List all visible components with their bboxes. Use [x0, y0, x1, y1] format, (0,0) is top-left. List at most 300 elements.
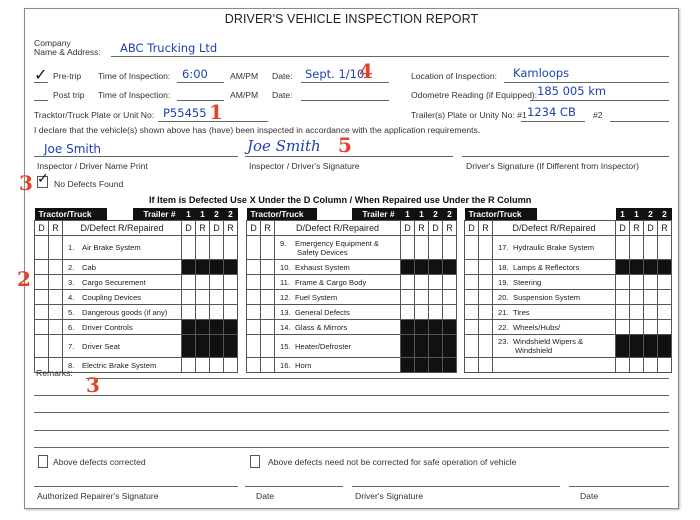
item-label-cell	[275, 305, 401, 320]
post-trip-date-field[interactable]	[301, 100, 389, 101]
trailer-d-cell[interactable]	[401, 236, 415, 260]
item-number: 8.	[68, 360, 75, 370]
trailer-d-cell[interactable]	[182, 305, 196, 320]
item-number: 17.	[498, 243, 509, 252]
trailer-r-cell[interactable]	[630, 320, 644, 335]
tractor-d-cell[interactable]	[247, 320, 261, 335]
item-number: 7.	[68, 341, 75, 351]
item-number: 15.	[280, 341, 291, 351]
trailer-r-cell[interactable]	[415, 305, 429, 320]
trailer-na-cell	[630, 260, 644, 275]
trailer-r-cell[interactable]	[196, 236, 210, 260]
trailer-number-header: 2	[443, 208, 457, 221]
trailer-r-cell[interactable]	[630, 290, 644, 305]
tractor-truck-header: Tractor/Truck	[465, 208, 537, 220]
table-row	[35, 335, 238, 358]
driver-signature-label: Driver's Signature (If Different from Inspector)	[466, 161, 639, 171]
pre-trip-date-field[interactable]	[301, 82, 389, 83]
item-label-cell	[493, 358, 616, 373]
trailer-r-cell[interactable]	[630, 305, 644, 320]
tractor-d-cell[interactable]	[465, 236, 479, 260]
tractor-r-cell[interactable]	[49, 260, 63, 275]
tractor-d-cell[interactable]	[35, 335, 49, 358]
item-label: Air Brake System	[82, 243, 141, 252]
item-number: 23.	[498, 337, 509, 346]
trailer-number-header: 1	[616, 208, 630, 221]
trailer-number-header: 1	[630, 208, 644, 221]
trailer-r-cell[interactable]	[196, 275, 210, 290]
col-trailer-d-header: D	[182, 221, 196, 236]
item-label-cell	[493, 260, 616, 275]
item-label: Wheels/Hubs/	[513, 322, 561, 332]
trailer-na-cell	[616, 335, 630, 358]
col-trailer-r-header: R	[196, 221, 210, 236]
post-trip-time-label: Time of Inspection:	[98, 90, 171, 100]
trailer-na-cell	[401, 260, 415, 275]
trailer-d-cell[interactable]	[644, 290, 658, 305]
trailer-r-cell[interactable]	[630, 358, 644, 373]
trailer-d-cell[interactable]	[644, 358, 658, 373]
driver-signature-field[interactable]	[462, 156, 669, 157]
tractor-d-cell[interactable]	[35, 290, 49, 305]
item-number: 10.	[280, 262, 291, 272]
tractor-r-cell[interactable]	[261, 358, 275, 373]
form-title: DRIVER'S VEHICLE INSPECTION REPORT	[224, 12, 479, 26]
trailer-r-cell[interactable]	[630, 275, 644, 290]
table-row	[35, 320, 238, 335]
item-label-cell	[493, 236, 616, 260]
item-label: Glass & Mirrors	[295, 322, 348, 332]
instructions-text: If Item is Defected Use X Under the D Column / When Repaired use Under the R Column	[149, 195, 532, 205]
item-label: Tires	[513, 307, 530, 317]
trailer-d-cell[interactable]	[616, 358, 630, 373]
item-number: 20.	[498, 292, 509, 302]
odometer-field[interactable]	[530, 100, 669, 101]
trailer-na-cell	[443, 358, 457, 373]
trailer-number-header: 1	[401, 208, 415, 221]
trailer-na-cell	[415, 358, 429, 373]
tractor-d-cell[interactable]	[247, 305, 261, 320]
tractor-r-cell[interactable]	[479, 275, 493, 290]
trailer-d-cell[interactable]	[616, 290, 630, 305]
item-number: 22.	[498, 322, 509, 332]
trailer-d-cell[interactable]	[644, 236, 658, 260]
table-row	[247, 275, 457, 290]
company-label-line2: Name & Address:	[34, 47, 101, 57]
signature-value: Joe Smith	[247, 137, 321, 155]
table-row	[465, 236, 672, 260]
pre-trip-label: Pre-trip	[53, 71, 82, 81]
date-2-label: Date	[580, 491, 599, 501]
tractor-d-cell[interactable]	[465, 358, 479, 373]
trailer-na-cell	[182, 320, 196, 335]
item-label: Electric Brake System	[82, 360, 157, 370]
odometer-label: Odometre Reading (if Equipped):	[411, 90, 538, 100]
tractor-r-cell[interactable]	[479, 358, 493, 373]
location-field[interactable]	[504, 82, 669, 83]
tractor-r-cell[interactable]	[479, 320, 493, 335]
item-number: 2.	[68, 262, 75, 272]
trailer-d-cell[interactable]	[401, 305, 415, 320]
post-trip-date-label: Date:	[272, 90, 293, 100]
table-row	[35, 275, 238, 290]
col-d-header: D	[247, 221, 261, 236]
item-label: Heater/Defroster	[295, 341, 352, 351]
date-1-field[interactable]	[245, 486, 343, 487]
col-trailer-r-header: R	[630, 221, 644, 236]
tractor-r-cell[interactable]	[49, 275, 63, 290]
col-trailer-r-header: R	[415, 221, 429, 236]
tractor-r-cell[interactable]	[261, 260, 275, 275]
item-label-line2: Safety Devices	[297, 247, 348, 257]
col-desc-header: D/Defect R/Repaired	[275, 221, 401, 236]
item-label-cell	[63, 335, 182, 358]
table-row	[35, 305, 238, 320]
trailer-d-cell[interactable]	[616, 320, 630, 335]
item-label: Frame & Cargo Body	[295, 277, 367, 287]
trailer-na-cell	[415, 335, 429, 358]
item-label: Lamps & Reflectors	[513, 262, 580, 272]
trailer-number-header: 1	[182, 208, 196, 221]
repairer-signature-field[interactable]	[34, 486, 238, 487]
item-label: General Defects	[295, 307, 350, 317]
trailer-d-cell[interactable]	[210, 275, 224, 290]
item-number: 9.	[280, 238, 287, 248]
tractor-d-cell[interactable]	[465, 320, 479, 335]
item-label-cell	[275, 320, 401, 335]
truck-plate-label: Tracktor/Truck Plate or Unit No:	[34, 110, 155, 120]
defects-not-needed-checkbox[interactable]	[250, 455, 260, 468]
item-label-cell	[493, 305, 616, 320]
trailer-d-cell[interactable]	[182, 290, 196, 305]
item-label-cell	[63, 305, 182, 320]
trailer-na-cell	[196, 320, 210, 335]
trailer-d-cell[interactable]	[429, 275, 443, 290]
tractor-d-cell[interactable]	[465, 335, 479, 358]
pre-trip-time-label: Time of Inspection:	[98, 71, 171, 81]
location-label: Location of Inspection:	[411, 71, 497, 81]
company-field[interactable]	[111, 56, 669, 57]
trailer-plate-2-field[interactable]	[610, 121, 669, 122]
item-label-cell	[275, 260, 401, 275]
tractor-truck-header: Tractor/Truck	[35, 208, 107, 220]
item-label-cell	[63, 290, 182, 305]
trailer-number-header: 1	[415, 208, 429, 221]
date-2-field[interactable]	[569, 486, 669, 487]
date-1-label: Date	[256, 491, 275, 501]
trailer-r-cell[interactable]	[658, 305, 672, 320]
pre-trip-time-value: 6:00	[182, 67, 208, 81]
item-label: Driver Controls	[82, 322, 133, 332]
tractor-r-cell[interactable]	[49, 290, 63, 305]
trailer-na-cell	[224, 335, 238, 358]
item-label: Driver Seat	[82, 341, 120, 351]
tractor-r-cell[interactable]	[261, 290, 275, 305]
item-number: 5.	[68, 307, 75, 317]
tractor-r-cell[interactable]	[49, 305, 63, 320]
annotation-1: 1	[209, 100, 223, 124]
trailer-d-cell[interactable]	[401, 290, 415, 305]
trailer-d-cell[interactable]	[210, 290, 224, 305]
col-trailer-r-header: R	[443, 221, 457, 236]
trailer-na-cell	[182, 335, 196, 358]
trailer-na-cell	[224, 260, 238, 275]
trailer-r-cell[interactable]	[196, 358, 210, 373]
col-r-header: R	[479, 221, 493, 236]
trailer-na-cell	[429, 358, 443, 373]
trailer-r-cell[interactable]	[658, 236, 672, 260]
tractor-r-cell[interactable]	[49, 320, 63, 335]
trailer-r-cell[interactable]	[196, 305, 210, 320]
trailer-r-cell[interactable]	[224, 358, 238, 373]
trailer-na-cell	[443, 260, 457, 275]
pre-trip-date-value: Sept. 1/10	[305, 67, 365, 81]
trailer-r-cell[interactable]	[658, 275, 672, 290]
tractor-d-cell[interactable]	[35, 275, 49, 290]
trailer-d-cell[interactable]	[429, 290, 443, 305]
post-trip-label: Post trip	[53, 90, 85, 100]
tractor-d-cell[interactable]	[35, 236, 49, 260]
trailer-r-cell[interactable]	[443, 305, 457, 320]
annotation-3-checkbox: 3	[19, 171, 33, 195]
trailer-na-cell	[658, 260, 672, 275]
declaration-text: I declare that the vehicle(s) shown above has (have) been inspected in accordance with the application requirements.	[34, 125, 481, 135]
item-number: 6.	[68, 322, 75, 332]
tractor-r-cell[interactable]	[479, 236, 493, 260]
table-row	[35, 236, 238, 260]
trailer-d-cell[interactable]	[210, 236, 224, 260]
table-row	[247, 236, 457, 260]
trailer-r-cell[interactable]	[224, 275, 238, 290]
tractor-d-cell[interactable]	[35, 320, 49, 335]
annotation-4: 4	[359, 59, 373, 83]
trailer-plate-label: Trailer(s) Plate or Unity No: #1	[411, 110, 527, 120]
tractor-d-cell[interactable]	[247, 260, 261, 275]
table-row	[465, 358, 672, 373]
trailer-plate-1-field[interactable]	[521, 121, 585, 122]
company-value: ABC Trucking Ltd	[120, 41, 218, 55]
company-label-line1: Company	[34, 38, 71, 48]
trailer-plate-2-label: #2	[593, 110, 603, 120]
item-label-cell	[493, 335, 616, 358]
col-trailer-d-header: D	[616, 221, 630, 236]
trailer-r-cell[interactable]	[443, 290, 457, 305]
remarks-line-5[interactable]	[34, 447, 669, 448]
item-label: Cab	[82, 262, 96, 272]
trailer-r-cell[interactable]	[224, 305, 238, 320]
trailer-r-cell[interactable]	[658, 320, 672, 335]
tractor-truck-header: Tractor/Truck	[247, 208, 317, 220]
tractor-d-cell[interactable]	[247, 335, 261, 358]
col-trailer-d-header: D	[429, 221, 443, 236]
tractor-d-cell[interactable]	[465, 305, 479, 320]
item-label: Exhaust System	[295, 262, 350, 272]
trailer-r-cell[interactable]	[224, 236, 238, 260]
annotation-2: 2	[17, 267, 31, 291]
trailer-d-cell[interactable]	[182, 358, 196, 373]
trailer-header: Trailer #	[133, 208, 181, 220]
tractor-r-cell[interactable]	[479, 260, 493, 275]
col-trailer-d-header: D	[401, 221, 415, 236]
tractor-r-cell[interactable]	[479, 335, 493, 358]
trailer-d-cell[interactable]	[616, 275, 630, 290]
col-d-header: D	[35, 221, 49, 236]
trailer-na-cell	[401, 320, 415, 335]
item-label-cell	[63, 358, 182, 373]
name-print-label: Inspector / Driver Name Print	[37, 161, 148, 171]
trailer-na-cell	[415, 260, 429, 275]
pre-trip-time-field[interactable]	[177, 82, 224, 83]
tractor-r-cell[interactable]	[261, 335, 275, 358]
item-number: 18.	[498, 262, 509, 272]
item-label: Fuel System	[295, 292, 338, 302]
trailer-plate-1-value: 1234 CB	[527, 105, 576, 119]
trailer-r-cell[interactable]	[630, 236, 644, 260]
trailer-d-cell[interactable]	[644, 305, 658, 320]
tractor-r-cell[interactable]	[479, 305, 493, 320]
trailer-r-cell[interactable]	[443, 275, 457, 290]
item-label-cell	[275, 236, 401, 260]
trailer-r-cell[interactable]	[443, 236, 457, 260]
table-row	[247, 305, 457, 320]
tractor-r-cell[interactable]	[479, 290, 493, 305]
trailer-d-cell[interactable]	[644, 275, 658, 290]
trailer-r-cell[interactable]	[196, 290, 210, 305]
col-desc-header: D/Defect R/Repaired	[63, 221, 182, 236]
table-row	[465, 290, 672, 305]
tractor-d-cell[interactable]	[35, 260, 49, 275]
item-number: 19.	[498, 277, 509, 287]
trailer-na-cell	[196, 335, 210, 358]
trailer-na-cell	[429, 260, 443, 275]
location-value: Kamloops	[513, 66, 570, 80]
trailer-r-cell[interactable]	[415, 236, 429, 260]
driver-signature-footer-label: Driver's Signature	[355, 491, 424, 501]
driver-signature-footer-field[interactable]	[352, 486, 560, 487]
trailer-na-cell	[658, 335, 672, 358]
col-trailer-d-header: D	[644, 221, 658, 236]
trailer-d-cell[interactable]	[429, 236, 443, 260]
truck-plate-value: P55455	[163, 106, 207, 120]
trailer-d-cell[interactable]	[616, 305, 630, 320]
trailer-na-cell	[443, 320, 457, 335]
remarks-line-4[interactable]	[34, 430, 669, 431]
inspection-form	[17, 8, 679, 509]
item-label: Emergency Equipment &	[295, 238, 379, 248]
tractor-d-cell[interactable]	[465, 260, 479, 275]
table-row	[35, 290, 238, 305]
col-r-header: R	[261, 221, 275, 236]
name-print-field[interactable]	[34, 156, 238, 157]
col-r-header: R	[49, 221, 63, 236]
trailer-d-cell[interactable]	[429, 305, 443, 320]
trailer-d-cell[interactable]	[644, 320, 658, 335]
tractor-r-cell[interactable]	[49, 335, 63, 358]
tractor-r-cell[interactable]	[261, 275, 275, 290]
item-label-cell	[63, 275, 182, 290]
tractor-d-cell[interactable]	[247, 358, 261, 373]
table-row	[465, 275, 672, 290]
trailer-na-cell	[443, 335, 457, 358]
trailer-d-cell[interactable]	[182, 236, 196, 260]
annotation-5: 5	[338, 133, 352, 157]
table-row	[465, 320, 672, 335]
remarks-label: Remarks:	[36, 368, 73, 378]
item-label: Hydraulic Brake System	[513, 243, 595, 252]
trailer-na-cell	[182, 260, 196, 275]
trailer-na-cell	[401, 335, 415, 358]
table-row	[465, 305, 672, 320]
trailer-d-cell[interactable]	[210, 358, 224, 373]
item-number: 16.	[280, 360, 291, 370]
trailer-r-cell[interactable]	[224, 290, 238, 305]
table-row	[247, 320, 457, 335]
tractor-d-cell[interactable]	[247, 290, 261, 305]
item-number: 12.	[280, 292, 291, 302]
item-label: Windshield Wipers &	[513, 337, 584, 346]
post-trip-checkbox[interactable]	[34, 100, 48, 101]
table-row	[247, 358, 457, 373]
no-defects-label: No Defects Found	[54, 179, 124, 189]
trailer-na-cell	[196, 260, 210, 275]
tractor-r-cell[interactable]	[49, 236, 63, 260]
item-number: 1.	[68, 243, 75, 252]
tractor-d-cell[interactable]	[465, 290, 479, 305]
item-number: 21.	[498, 307, 509, 317]
tractor-d-cell[interactable]	[35, 305, 49, 320]
item-label: Dangerous goods (if any)	[82, 307, 168, 317]
pre-trip-ampm-label: AM/PM	[230, 71, 259, 81]
trailer-r-cell[interactable]	[658, 290, 672, 305]
trailer-r-cell[interactable]	[415, 275, 429, 290]
defects-corrected-checkbox[interactable]	[38, 455, 48, 468]
trailer-na-cell	[429, 335, 443, 358]
name-print-value: Joe Smith	[44, 142, 102, 156]
tractor-d-cell[interactable]	[247, 275, 261, 290]
remarks-line-1[interactable]	[86, 378, 669, 379]
trailer-r-cell[interactable]	[658, 358, 672, 373]
trailer-d-cell[interactable]	[401, 275, 415, 290]
item-label-cell	[275, 275, 401, 290]
trailer-na-cell	[224, 320, 238, 335]
tractor-r-cell[interactable]	[261, 305, 275, 320]
table-row	[465, 335, 672, 358]
table-row	[465, 260, 672, 275]
item-label-cell	[493, 290, 616, 305]
col-d-header: D	[465, 221, 479, 236]
tractor-d-cell[interactable]	[465, 275, 479, 290]
tractor-d-cell[interactable]	[247, 236, 261, 260]
tractor-r-cell[interactable]	[261, 236, 275, 260]
tractor-r-cell[interactable]	[261, 320, 275, 335]
post-trip-ampm-label: AM/PM	[230, 90, 259, 100]
trailer-d-cell[interactable]	[616, 236, 630, 260]
remarks-line-3[interactable]	[34, 412, 669, 413]
trailer-na-cell	[644, 260, 658, 275]
odometer-value: 185 005 km	[537, 84, 607, 98]
remarks-line-2[interactable]	[34, 395, 669, 396]
defects-corrected-label: Above defects corrected	[53, 457, 146, 467]
item-label: Suspension System	[513, 292, 581, 302]
table-row	[247, 290, 457, 305]
trailer-na-cell	[210, 320, 224, 335]
trailer-d-cell[interactable]	[210, 305, 224, 320]
trailer-number-header: 2	[429, 208, 443, 221]
col-trailer-d-header: D	[210, 221, 224, 236]
trailer-d-cell[interactable]	[182, 275, 196, 290]
item-label-line2: Windshield	[515, 346, 553, 355]
trailer-r-cell[interactable]	[415, 290, 429, 305]
